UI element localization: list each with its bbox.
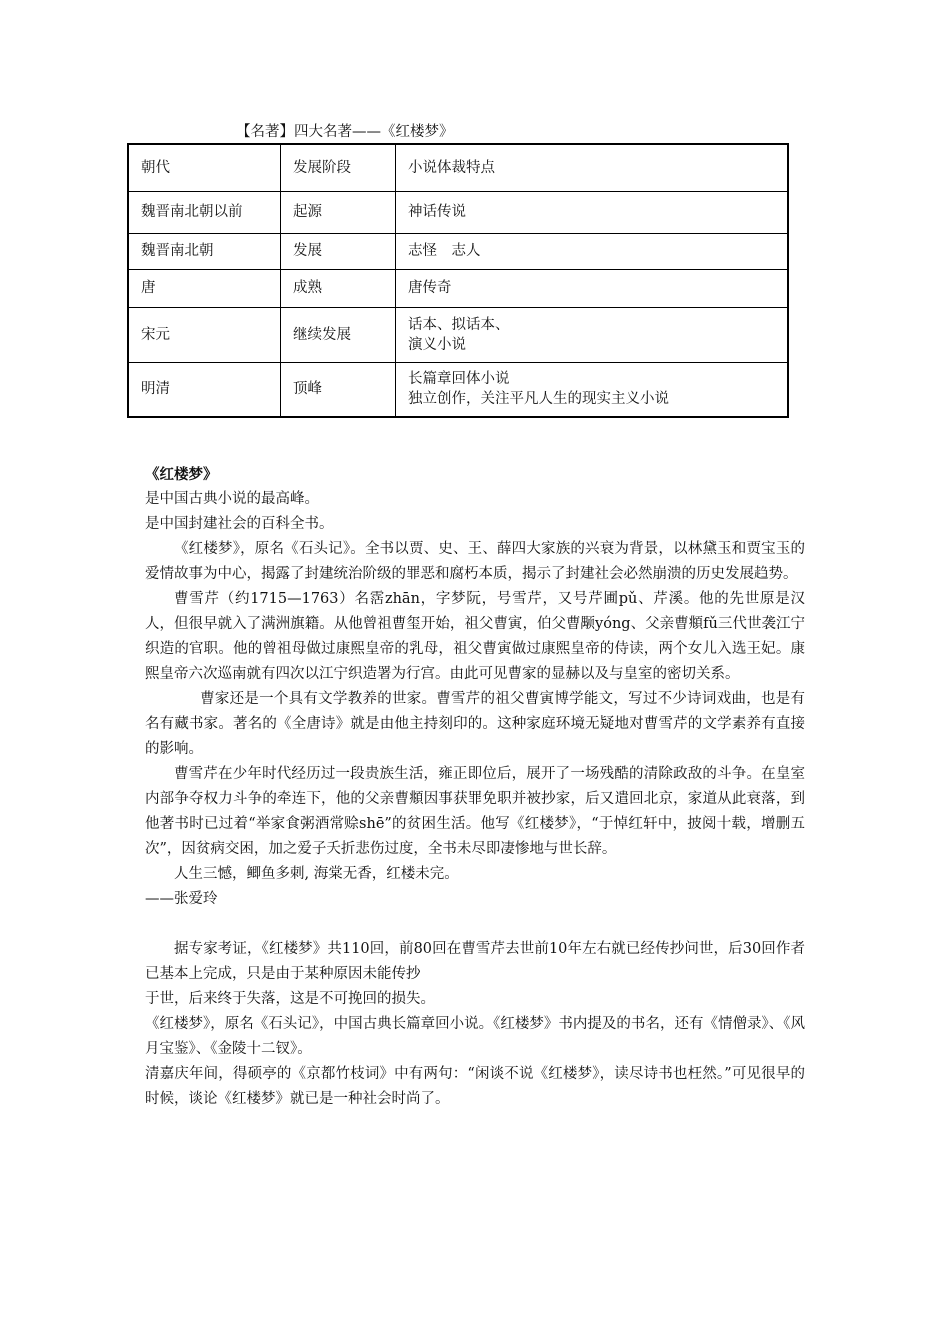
quote-author: ——张爱玲 — [145, 891, 218, 907]
section-heading: 《红楼梦》 — [145, 466, 218, 483]
paragraph-family: 曹家还是一个具有文学教养的世家。曹雪芹的祖父曹寅博学能文，写过不少诗词戏曲，也是有名有藏书家。著名的《全唐诗》就是由他主持刻印的。这种家庭环境无疑地对曹雪芹的文学素养有直接的影响。 — [145, 691, 805, 757]
paragraph-author: 曹雪芹（约1715—1763）名霑zhān，字梦阮，号雪芹，又号芹圃pǔ、芹溪。他的先世原是汉人，但很早就入了满洲旗籍。从他曾祖曹玺开始，祖父曹寅，伯父曹颙yóng、父亲曹頫fǔ三代世袭江宁织造的官职。他的曾祖母做过康熙皇帝的乳母，祖父曹寅做过康熙皇帝的侍读，两个女儿入选王妃。康熙皇帝六次巡南就有四次以江宁织造署为行宫。由此可见曹家的显赫以及与皇室的密切关系。 — [145, 591, 805, 682]
cell-stage: 继续发展 — [281, 307, 396, 362]
article-body — [145, 462, 805, 1112]
table-row — [128, 233, 788, 269]
header-feature: 小说体裁特点 — [396, 144, 789, 191]
paragraph-textual-research-cont: 于世，后来终于失落，这是不可挽回的损失。 — [145, 991, 435, 1007]
cell-stage: 发展 — [281, 233, 396, 269]
paragraph-intro: 《红楼梦》，原名《石头记》。全书以贾、史、王、薛四大家族的兴衰为背景，以林黛玉和贾宝玉的爱情故事为中心，揭露了封建统治阶级的罪恶和腐朽本质，揭示了封建社会必然崩溃的历史发展趋势。 — [145, 541, 805, 582]
cell-dynasty: 魏晋南北朝以前 — [128, 191, 281, 233]
feature-line: 志怪 志人 — [408, 243, 481, 259]
summary-line: 是中国古典小说的最高峰。 — [145, 491, 319, 507]
feature-line: 唐传奇 — [408, 280, 452, 296]
document-title: 【名著】四大名著——《红楼梦》 — [236, 124, 454, 140]
feature-line: 演义小说 — [408, 336, 466, 353]
cell-stage: 起源 — [281, 191, 396, 233]
cell-dynasty: 唐 — [128, 269, 281, 307]
paragraph-popularity: 清嘉庆年间，得硕亭的《京都竹枝词》中有两句：“闲谈不说《红楼梦》，读尽诗书也枉然。”可见很早的时候，谈论《红楼梦》就已是一种社会时尚了。 — [145, 1066, 805, 1107]
paragraph-life: 曹雪芹在少年时代经历过一段贵族生活，雍正即位后，展开了一场残酷的清除政敌的斗争。在皇室内部争夺权力斗争的牵连下，他的父亲曹頫因事获罪免职并被抄家，后又遣回北京，家道从此衰落，到他著书时已过着“举家食粥酒常赊shē”的贫困生活。他写《红楼梦》，“于悼红轩中，披阅十载，增删五次”，因贫病交困，加之爱子夭折悲伤过度，全书未尽即凄惨地与世长辞。 — [145, 766, 805, 857]
table-row — [128, 191, 788, 233]
cell-stage: 顶峰 — [281, 362, 396, 417]
novel-stages-table — [127, 143, 789, 418]
cell-dynasty: 魏晋南北朝 — [128, 233, 281, 269]
table-row — [128, 362, 788, 417]
cell-feature — [396, 233, 789, 269]
feature-line: 神话传说 — [408, 204, 466, 220]
cell-feature — [396, 307, 789, 362]
cell-stage: 成熟 — [281, 269, 396, 307]
cell-dynasty: 宋元 — [128, 307, 281, 362]
header-dynasty: 朝代 — [128, 144, 281, 191]
summary-line: 是中国封建社会的百科全书。 — [145, 516, 334, 532]
cell-dynasty: 明清 — [128, 362, 281, 417]
quote-text: 人生三憾，鲫鱼多刺, 海棠无香，红楼未完。 — [174, 866, 459, 882]
feature-line: 长篇章回体小说 — [408, 371, 510, 388]
cell-feature — [396, 362, 789, 417]
table-row — [128, 269, 788, 307]
header-stage: 发展阶段 — [281, 144, 396, 191]
cell-feature — [396, 269, 789, 307]
table-row — [128, 307, 788, 362]
feature-line: 独立创作，关注平凡人生的现实主义小说 — [408, 391, 669, 408]
paragraph-textual-research: 据专家考证，《红楼梦》共110回，前80回在曹雪芹去世前10年左右就已经传抄问世，后30回作者已基本上完成，只是由于某种原因未能传抄 — [145, 941, 805, 982]
paragraph-alt-names: 《红楼梦》，原名《石头记》，中国古典长篇章回小说。《红楼梦》书内提及的书名，还有《情僧录》、《风月宝鉴》、《金陵十二钗》。 — [145, 1016, 805, 1057]
cell-feature — [396, 191, 789, 233]
feature-line: 话本、拟话本、 — [408, 316, 510, 333]
spacer — [145, 912, 805, 937]
table-header-row — [128, 144, 788, 191]
